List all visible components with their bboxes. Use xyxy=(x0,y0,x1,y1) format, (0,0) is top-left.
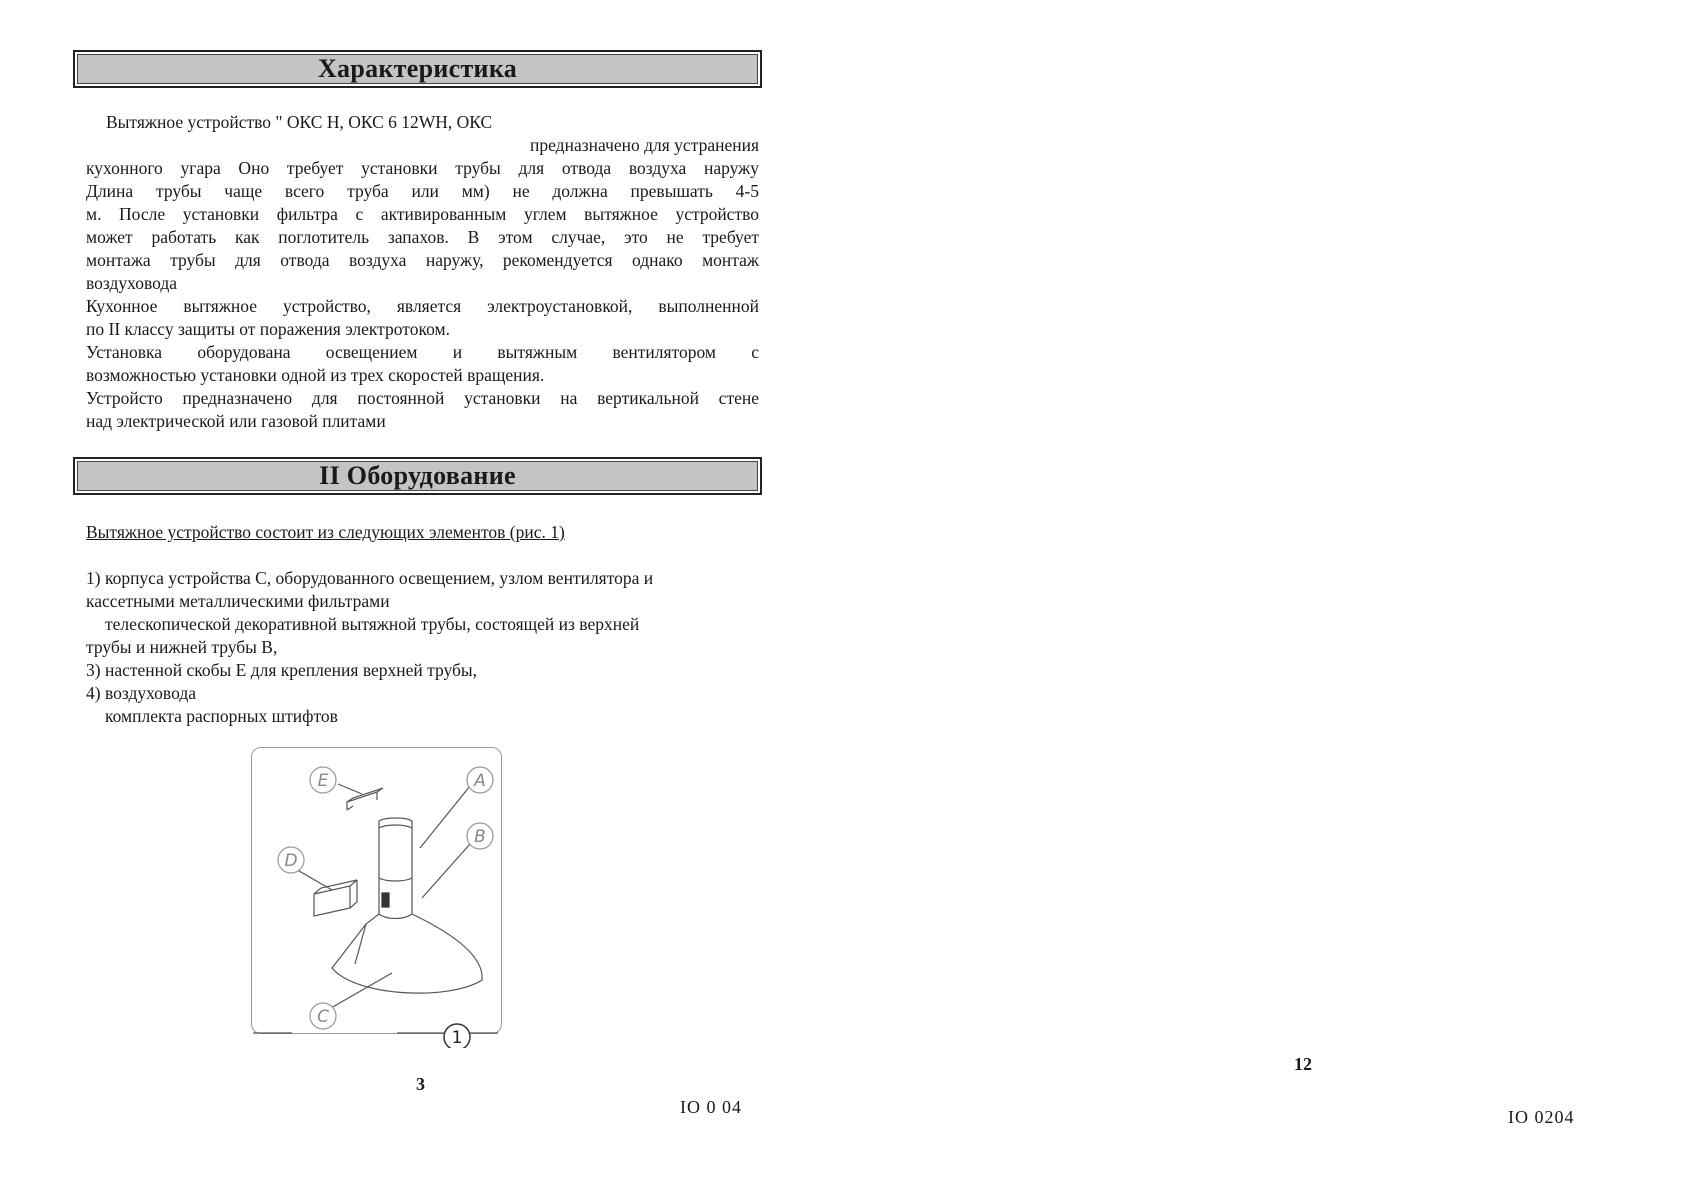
text-line: над электрической или газовой плитами xyxy=(86,411,386,431)
right-page xyxy=(842,0,1685,1191)
hood-diagram xyxy=(252,748,503,1048)
text-line: предназначено для устранения xyxy=(530,135,759,155)
page-number: 12 xyxy=(1294,1054,1312,1074)
label-B: B xyxy=(474,827,486,847)
text-line: возможностью установки одной из трех скоростей вращения. xyxy=(86,365,545,385)
document-code: IO 0 04 xyxy=(680,1097,742,1117)
figure-1 xyxy=(251,747,502,1048)
page-number: 3 xyxy=(416,1074,425,1094)
label-C: C xyxy=(317,1007,329,1027)
list-item: 1) корпуса устройства C, оборудованного освещением, узлом вентилятора и xyxy=(86,568,654,588)
section-header-characteristics xyxy=(73,50,762,88)
document-code: IO 0204 xyxy=(1508,1107,1575,1127)
list-item: комплекта распорных штифтов xyxy=(105,706,338,726)
text-line: может работать как поглотитель запахов. В этом случае, это не требует xyxy=(86,227,759,247)
text-line: по II классу защиты от поражения электротоком. xyxy=(86,319,450,339)
list-item: телескопической декоративной вытяжной трубы, состоящей из верхней xyxy=(105,614,640,634)
text-line: воздуховода xyxy=(86,273,178,293)
list-item: трубы и нижней трубы B, xyxy=(86,637,278,657)
text-line: Устройсто предназначено для постоянной установки на вертикальной стене xyxy=(86,388,759,408)
label-D: D xyxy=(284,851,298,871)
left-page xyxy=(0,0,842,1191)
section-header-equipment xyxy=(73,457,762,495)
list-item: 3) настенной скобы E для крепления верхней трубы, xyxy=(86,660,478,680)
text-line: Вытяжное устройство " ОКС Н, ОКС 6 12WH, ОКС xyxy=(106,112,493,132)
label-E: E xyxy=(317,771,329,791)
text-line: монтажа трубы для отвода воздуха наружу, рекомендуется однако монтаж xyxy=(86,250,759,270)
list-item: кассетными металлическими фильтрами xyxy=(86,591,390,611)
text-line: кухонного угара Оно требует установки трубы для отвода воздуха наружу xyxy=(86,158,759,178)
text-line: Установка оборудована освещением и вытяжным вентилятором с xyxy=(86,342,759,362)
section-title: II Оборудование xyxy=(319,461,516,490)
section-title: Характеристика xyxy=(317,54,518,83)
figure-number: 1 xyxy=(451,1028,463,1048)
text-line: Кухонное вытяжное устройство, является электроустановкой, выполненной xyxy=(86,296,759,316)
label-A: A xyxy=(474,771,486,791)
text-line: Длина трубы чаще всего труба или мм) не должна превышать 4-5 xyxy=(86,181,759,201)
list-item: 4) воздуховода xyxy=(86,683,196,703)
text-line: м. После установки фильтра с активированным углем вытяжное устройство xyxy=(86,204,759,224)
equipment-intro: Вытяжное устройство состоит из следующих элементов (рис. 1) xyxy=(86,522,565,542)
